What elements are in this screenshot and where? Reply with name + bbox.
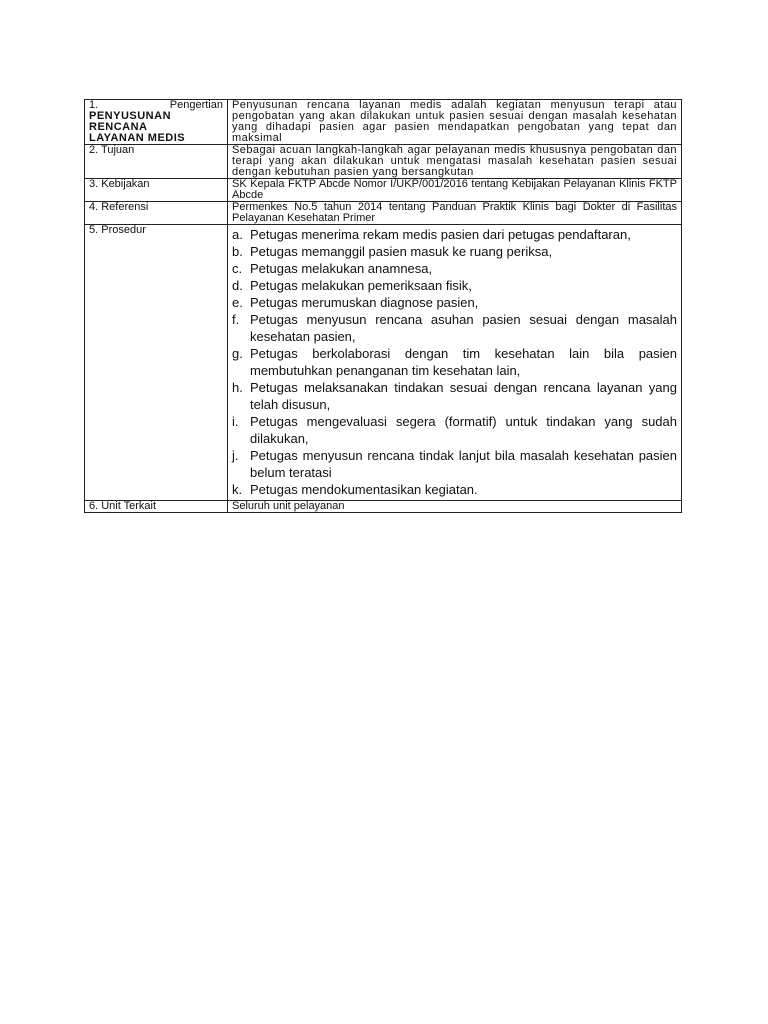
prosedur-value-cell [228, 225, 682, 501]
referensi-label: 4. Referensi [89, 201, 149, 213]
procedure-step-text: Petugas berkolaborasi dengan tim kesehatan lain bila pasien membutuhkan penanganan tim kesehatan lain, [250, 346, 677, 378]
row-tujuan [85, 145, 682, 179]
tujuan-label-cell [85, 145, 228, 179]
pengertian-label: Pengertian [169, 99, 223, 111]
kebijakan-label-cell [85, 179, 228, 202]
prosedur-label: 5. Prosedur [89, 224, 146, 236]
procedure-step-text: Petugas menerima rekam medis pasien dari petugas pendaftaran, [250, 227, 631, 242]
procedure-step-text: Petugas melakukan anamnesa, [250, 261, 433, 276]
pengertian-text: Penyusunan rencana layanan medis adalah kegiatan menyusun terapi atau pengobatan yang akan dilakukan untuk pasien sesuai dengan masalah kesehatan yang dihadapi pasien agar pasien mendapatkan pengobatan yang tepat dan maksimal [232, 99, 677, 144]
procedure-step-text: Petugas mendokumentasikan kegiatan. [250, 482, 478, 497]
procedure-step-text: Petugas melakukan pemeriksaan fisik, [250, 278, 472, 293]
procedure-step-marker: b. [232, 244, 243, 259]
procedure-step-text: Petugas memanggil pasien masuk ke ruang periksa, [250, 244, 553, 259]
procedure-step-marker: f. [232, 312, 240, 327]
procedure-step-text: Petugas melaksanakan tindakan sesuai dengan rencana layanan yang telah disusun, [250, 380, 677, 412]
procedure-step-marker: a. [232, 227, 243, 242]
referensi-value-cell [228, 202, 682, 225]
kebijakan-value-cell [228, 179, 682, 202]
procedure-step-marker: h. [232, 380, 243, 395]
unit-terkait-text: Seluruh unit pelayanan [232, 500, 345, 512]
procedure-step-text: Petugas menyusun rencana asuhan pasien sesuai dengan masalah kesehatan pasien, [250, 312, 677, 344]
procedure-step-c [232, 260, 677, 277]
referensi-label-cell [85, 202, 228, 225]
procedure-step-marker: j. [232, 448, 239, 463]
referensi-text: Permenkes No.5 tahun 2014 tentang Panduan Praktik Klinis bagi Dokter di Fasilitas Pelayanan Kesehatan Primer [232, 201, 677, 224]
pengertian-value-cell [228, 100, 682, 145]
procedure-step-a [232, 226, 677, 243]
procedure-step-marker: e. [232, 295, 243, 310]
procedure-step-j [232, 447, 677, 481]
prosedur-label-cell [85, 225, 228, 501]
kebijakan-text: SK Kepala FKTP Abcde Nomor I/UKP/001/2016 tentang Kebijakan Pelayanan Klinis FKTP Abcde [232, 178, 677, 201]
sop-table [84, 99, 682, 513]
procedure-step-b [232, 243, 677, 260]
procedure-step-h [232, 379, 677, 413]
procedure-step-g [232, 345, 677, 379]
document-title-line-2: RENCANA [89, 121, 148, 133]
procedure-step-marker: i. [232, 414, 239, 429]
procedure-step-marker: g. [232, 346, 243, 361]
unit-terkait-value-cell [228, 501, 682, 513]
procedure-step-text: Petugas mengevaluasi segera (formatif) untuk tindakan yang sudah dilakukan, [250, 414, 677, 446]
row-prosedur [85, 225, 682, 501]
procedure-step-d [232, 277, 677, 294]
tujuan-value-cell [228, 145, 682, 179]
procedure-step-i [232, 413, 677, 447]
unit-terkait-label: 6. Unit Terkait [89, 500, 157, 512]
procedure-step-e [232, 294, 677, 311]
procedure-step-marker: d. [232, 278, 243, 293]
kebijakan-label: 3. Kebijakan [89, 178, 150, 190]
row-referensi [85, 202, 682, 225]
row-pengertian [85, 100, 682, 145]
procedure-list [232, 225, 677, 500]
document-title-line-3: LAYANAN MEDIS [89, 132, 186, 144]
procedure-step-text: Petugas merumuskan diagnose pasien, [250, 295, 479, 310]
tujuan-text: Sebagai acuan langkah-langkah agar pelayanan medis khususnya pengobatan dan terapi yang akan dilakukan untuk mengatasi masalah kesehatan pasien sesuai dengan kebutuhan pasien yang bersangkutan [232, 144, 677, 178]
row-unit-terkait [85, 501, 682, 513]
pengertian-number: 1. [89, 99, 99, 111]
procedure-step-f [232, 311, 677, 345]
pengertian-label-cell [85, 100, 228, 145]
procedure-step-k [232, 481, 677, 498]
tujuan-label: 2. Tujuan [89, 144, 135, 156]
procedure-step-marker: k. [232, 482, 243, 497]
document-title-line-1: PENYUSUNAN [89, 110, 172, 122]
unit-terkait-label-cell [85, 501, 228, 513]
procedure-step-marker: c. [232, 261, 243, 276]
procedure-step-text: Petugas menyusun rencana tindak lanjut bila masalah kesehatan pasien belum teratasi [250, 448, 677, 480]
row-kebijakan [85, 179, 682, 202]
